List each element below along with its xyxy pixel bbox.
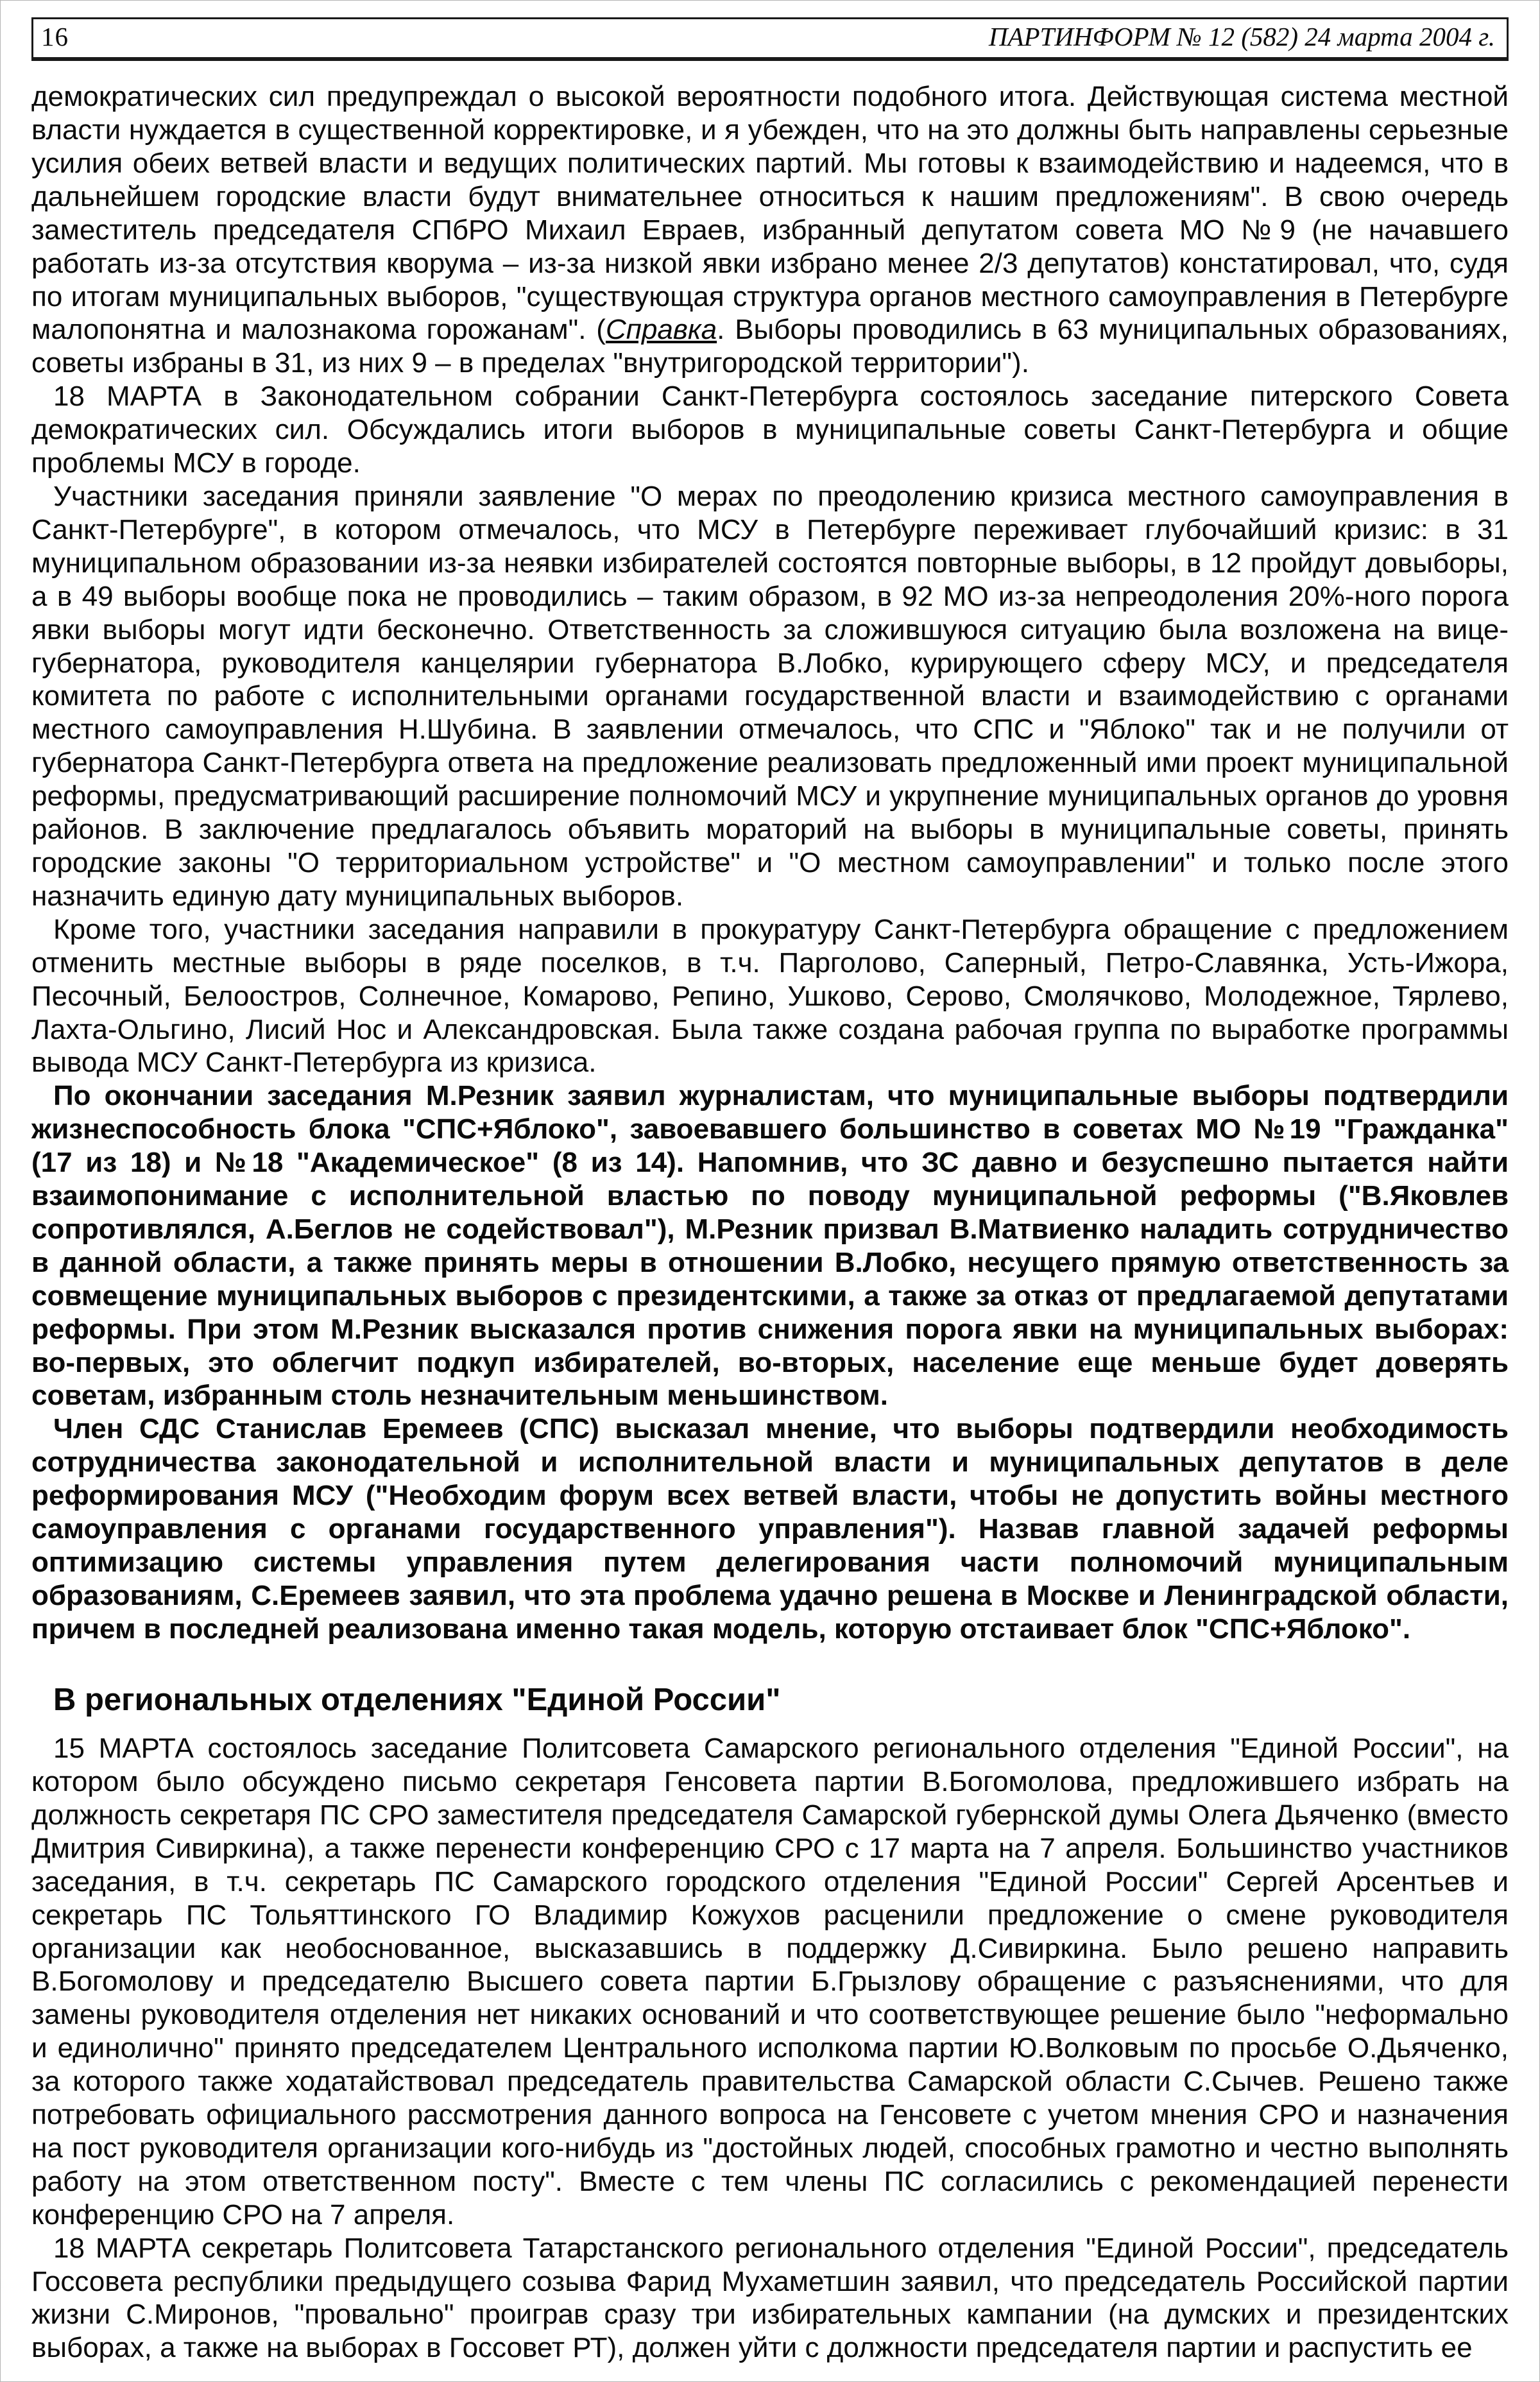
article-paragraph [31, 913, 1509, 1080]
text-run: Член СДС Станислав Еремеев (СПС) высказал мнение, что выборы подтвердили необходимость сотрудничества законодательной и исполнительной власти и муниципальных депутатов в деле реформирования МСУ ("Необходим форум всех ветвей власти, чтобы не допустить войны местного самоуправления с органами государственного управления"). Назвав главной задачей реформы оптимизацию системы управления путем делегирования части полномочий муниципальным образованиям, С.Еремеев заявил, что эта проблема удачно решена в Москве и Ленинградской области, причем в последней реализована именно такая модель, которую отстаивает блок "СПС+Яблоко". [31, 1413, 1509, 1645]
section-heading [31, 1682, 1509, 1718]
text-run: Справка [605, 314, 717, 346]
text-run: 15 МАРТА состоялось заседание Политсовета Самарского регионального отделения "Единой России", на котором было обсуждено письмо секретаря Генсовета партии В.Богомолова, предложившего избрать на должность секретаря ПС СРО заместителя председателя Самарской губернской думы Олега Дьяченко (вместо Дмитрия Сивиркина), а также перенести конференцию СРО с 17 марта на 7 апреля. Большинство участников заседания, в т.ч. секретарь ПС Самарского городского отделения "Единой России" Сергей Арсентьев и секретарь ПС Тольяттинского ГО Владимир Кожухов расценили предложение о смене руководителя организации как необоснованное, высказавшись в поддержку Д.Сивиркина. Было решено направить В.Богомолову и председателю Высшего совета партии Б.Грызлову обращение с разъяснениями, что для замены руководителя отделения нет никаких оснований и что соответствующее решение было "неформально и единолично" принято председателем Центрального исполкома партии Ю.Волковым по просьбе О.Дьяченко, за которого также ходатайствовал председатель правительства Самарской области С.Сычев. Решено также потребовать официального рассмотрения данного вопроса на Генсовете с учетом мнения СРО и назначения на пост руководителя организации кого-нибудь из "достойных людей, способных грамотно и честно выполнять работу на этом ответственном посту". Вместе с тем члены ПС согласились с рекомендацией перенести конференцию СРО на 7 апреля. [31, 1733, 1509, 2231]
text-run: 18 МАРТА секретарь Политсовета Татарстанского регионального отделения "Единой России", председатель Госсовета республики предыдущего созыва Фарид Мухаметшин заявил, что председатель Российской партии жизни С.Миронов, "провально" проиграв сразу три избирательных кампании (на думских и президентских выборах, а также на выборах в Госсовет РТ), должен уйти с должности председателя партии и распустить ее [31, 2232, 1509, 2364]
text-run: . Выборы проводились в 63 муниципальных образованиях, советы избраны в 31, из них 9 – в пределах "внутригородской территории"). [31, 314, 1509, 379]
text-run: В региональных отделениях "Единой России" [53, 1682, 781, 1717]
text-run: 18 МАРТА в Законодательном собрании Санкт-Петербурга состоялось заседание питерского Совета демократических сил. Обсуждались итоги выборов в муниципальные советы Санкт-Петербурга и общие проблемы МСУ в городе. [31, 381, 1509, 479]
article-paragraph [31, 2232, 1509, 2365]
article-body [31, 80, 1509, 2365]
article-paragraph [31, 1412, 1509, 1645]
masthead-title: ПАРТИНФОРМ № 12 (582) 24 марта 2004 г. [988, 22, 1495, 51]
text-run: Кроме того, участники заседания направили в прокуратуру Санкт-Петербурга обращение с предложением отменить местные выборы в ряде поселков, в т.ч. Парголово, Саперный, Петро-Славянка, Усть-Ижора, Песочный, Белоостров, Солнечное, Комарово, Репино, Ушково, Серово, Смолячково, Молодежное, Тярлево, Лахта-Ольгино, Лисий Нос и Александровская. Была также создана рабочая группа по выработке программы вывода МСУ Санкт-Петербурга из кризиса. [31, 913, 1509, 1079]
text-run: Участники заседания приняли заявление "О мерах по преодолению кризиса местного самоуправления в Санкт-Петербурге", в котором отмечалось, что МСУ в Петербурге переживает глубочайший кризис: в 31 муниципальном образовании из-за неявки избирателей состоятся повторные выборы, в 12 пройдут довыборы, а в 49 выборы вообще пока не проводились – таким образом, в 92 МО из-за непреодоления 20%-ного порога явки выборы могут идти бесконечно. Ответственность за сложившуюся ситуацию была возложена на вице-губернатора, руководителя канцелярии губернатора В.Лобко, курирующего сферу МСУ, и председателя комитета по работе с исполнительными органами государственной власти и взаимодействию с органами местного самоуправления Н.Шубина. В заявлении отмечалось, что СПС и "Яблоко" так и не получили от губернатора Санкт-Петербурга ответа на предложение реализовать предложенный ими проект муниципальной реформы, предусматривающий расширение полномочий МСУ и укрупнение муниципальных органов до уровня районов. В заключение предлагалось объявить мораторий на выборы в муниципальные советы, принять городские законы "О территориальном устройстве" и "О местном самоуправлении" и только после этого назначить единую дату муниципальных выборов. [31, 481, 1509, 912]
article-paragraph [31, 1079, 1509, 1412]
article-paragraph [31, 80, 1509, 380]
text-run: демократических сил предупреждал о высокой вероятности подобного итога. Действующая система местной власти нуждается в существенной корректировке, и я убежден, что на это должны быть направлены серьезные усилия обеих ветвей власти и ведущих политических партий. Мы готовы к взаимодействию и надеемся, что в дальнейшем городские власти будут внимательнее относиться к нашим предложениям". В свою очередь заместитель председателя СПбРО Михаил Евраев, избранный депутатом совета МО №9 (не начавшего работать из-за отсутствия кворума – из-за низкой явки избрано менее 2/3 депутатов) констатировал, что, судя по итогам муниципальных выборов, "существующая структура органов местного самоуправления в Петербурге малопонятна и малознакома горожанам". ( [31, 81, 1509, 346]
page-header [31, 17, 1509, 61]
article-paragraph [31, 1732, 1509, 2232]
article-paragraph [31, 380, 1509, 480]
article-paragraph [31, 480, 1509, 913]
page-number: 16 [41, 22, 69, 51]
text-run: По окончании заседания М.Резник заявил журналистам, что муниципальные выборы подтвердили жизнеспособность блока "СПС+Яблоко", завоевавшего большинство в советах МО №19 "Гражданка" (17 из 18) и №18 "Академическое" (8 из 14). Напомнив, что ЗС давно и безуспешно пытается найти взаимопонимание с исполнительной властью по поводу муниципальной реформы ("В.Яковлев сопротивлялся, А.Беглов не содействовал"), М.Резник призвал В.Матвиенко наладить сотрудничество в данной области, а также принять меры в отношении В.Лобко, несущего прямую ответственность за совмещение муниципальных выборов с президентскими, а также за отказ от предлагаемой депутатами реформы. При этом М.Резник высказался против снижения порога явки на муниципальных выборах: во-первых, это облегчит подкуп избирателей, во-вторых, население еще меньше будет доверять советам, избранным столь незначительным меньшинством. [31, 1080, 1509, 1412]
